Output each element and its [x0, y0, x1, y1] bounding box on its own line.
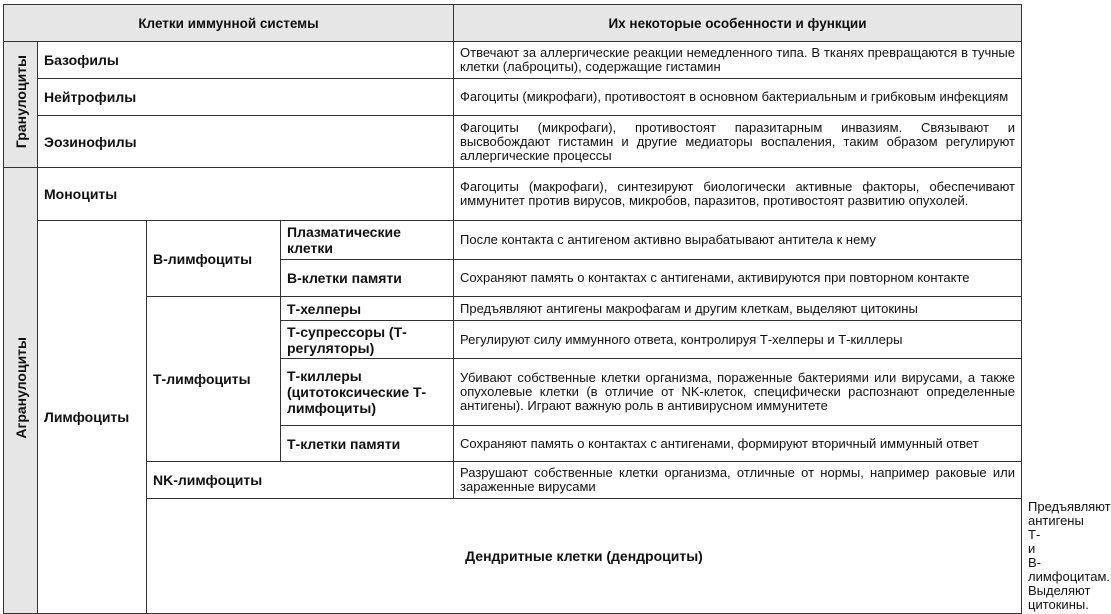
cell-name: Т-киллеры (цитотоксические Т-лимфоциты): [281, 359, 454, 426]
table-row: [4, 116, 1022, 168]
cell-name: Плазматические клетки: [281, 221, 454, 260]
header-cells: Клетки иммунной системы: [4, 5, 454, 42]
table-row: Дендритные клетки (дендроциты) Предъявляют антигены Т- и В-лимфоцитам. Выделяют цитокины.: [4, 499, 1022, 614]
cell-desc: Убивают собственные клетки организма, пораженные бактериями или вирусами, а также опухолевые клетки (в отличие от NK-клеток, специфически распознают определенные антигены). Играют важную роль в антивирусном иммунитете: [454, 359, 1022, 426]
t-lymphocytes-label: Т-лимфоциты: [147, 297, 281, 462]
cell-name: Т-хелперы: [281, 297, 454, 321]
group-label-agranulocytes: Агранулоциты: [12, 337, 29, 439]
cell-desc: Фагоциты (микрофаги), противостоят в основном бактериальным и грибковым инфекциям: [454, 79, 1022, 116]
cell-name: Т-супрессоры (Т-регуляторы): [281, 321, 454, 359]
table-row: [4, 221, 1022, 260]
cell-desc: Фагоциты (макрофаги), синтезируют биологически активные факторы, обеспечивают иммунитет против вирусов, микробов, паразитов, противостоят развитию опухолей.: [454, 168, 1022, 221]
cell-desc: Разрушают собственные клетки организма, отличные от нормы, например раковые или зараженные вирусами: [454, 462, 1022, 499]
cell-desc: Регулируют силу иммунного ответа, контролируя Т-хелперы и Т-киллеры: [454, 321, 1022, 359]
cell-desc: После контакта с антигеном активно вырабатывают антитела к нему: [454, 221, 1022, 260]
table-row: [4, 42, 1022, 79]
cell-desc: Сохраняют память о контактах с антигенами, формируют вторичный иммунный ответ: [454, 426, 1022, 462]
group-label-granulocytes: Гранулоциты: [12, 55, 29, 149]
table-row: [4, 168, 1022, 221]
group-agranulocytes: [4, 168, 38, 614]
cell-name: Нейтрофилы: [38, 79, 454, 116]
cell-desc: Фагоциты (микрофаги), противостоят паразитарным инвазиям. Связывают и высвобождают гистамин и другие медиаторы воспаления, таким образом регулируют аллергические процессы: [454, 116, 1022, 168]
cell-name: В-клетки памяти: [281, 260, 454, 297]
cell-desc: Сохраняют память о контактах с антигенами, активируются при повторном контакте: [454, 260, 1022, 297]
cell-name: Базофилы: [38, 42, 454, 79]
cell-desc: Отвечают за аллергические реакции немедленного типа. В тканях превращаются в тучные клетки (лаброциты), содержащие гистамин: [454, 42, 1022, 79]
header-functions: Их некоторые особенности и функции: [454, 5, 1022, 42]
table-row: [4, 297, 1022, 321]
cell-desc: Предъявляют антигены макрофагам и другим клеткам, выделяют цитокины: [454, 297, 1022, 321]
lymphocytes-label: Лимфоциты: [38, 221, 147, 614]
cell-name: Т-клетки памяти: [281, 426, 454, 462]
table-row: [4, 79, 1022, 116]
cell-name: Моноциты: [38, 168, 454, 221]
cell-name: Дендритные клетки (дендроциты): [147, 499, 1022, 614]
group-granulocytes: [4, 42, 38, 168]
table-header-row: [4, 5, 1022, 42]
table-row: [4, 462, 1022, 499]
immune-cells-table: [3, 4, 1111, 614]
cell-name: Эозинофилы: [38, 116, 454, 168]
b-lymphocytes-label: В-лимфоциты: [147, 221, 281, 297]
cell-name: NK-лимфоциты: [147, 462, 454, 499]
